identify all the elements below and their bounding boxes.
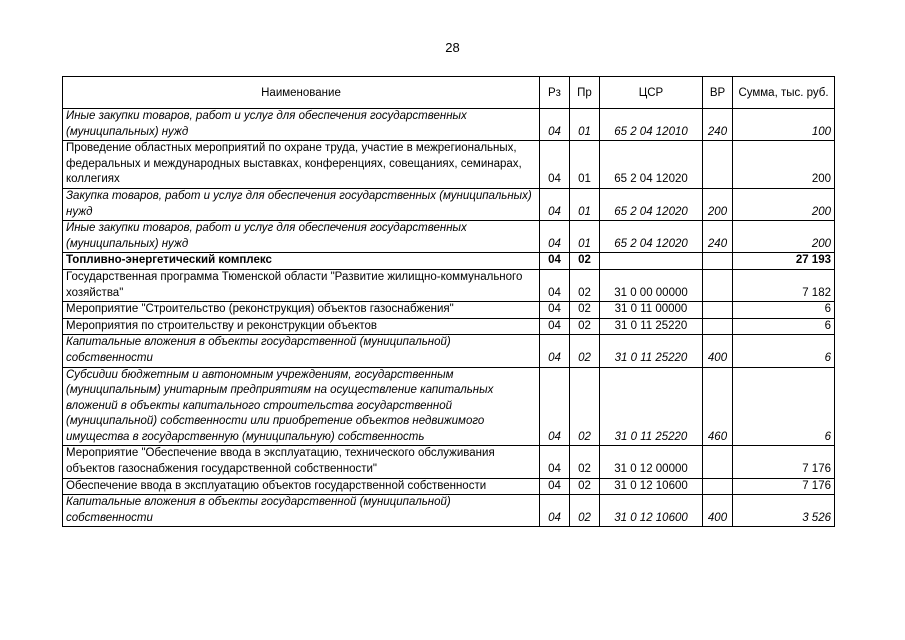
cell-sum: 7 182 xyxy=(733,269,835,301)
cell-sum: 7 176 xyxy=(733,478,835,495)
cell-vr xyxy=(703,269,733,301)
cell-sum: 7 176 xyxy=(733,446,835,478)
cell-csr: 65 2 04 12020 xyxy=(600,221,703,253)
cell-pr: 02 xyxy=(570,367,600,446)
cell-pr: 02 xyxy=(570,302,600,319)
cell-rz: 04 xyxy=(540,253,570,270)
cell-name: Закупка товаров, работ и услуг для обеспечения государственных (муниципальных) нужд xyxy=(63,188,540,220)
cell-rz: 04 xyxy=(540,446,570,478)
table-row xyxy=(63,188,835,220)
cell-sum: 200 xyxy=(733,188,835,220)
cell-name: Мероприятия по строительству и реконструкции объектов xyxy=(63,318,540,335)
cell-sum: 100 xyxy=(733,109,835,141)
table-row xyxy=(63,141,835,189)
table-row xyxy=(63,335,835,367)
table-row xyxy=(63,109,835,141)
cell-pr: 02 xyxy=(570,318,600,335)
header-sum: Сумма, тыс. руб. xyxy=(733,77,835,109)
cell-sum: 6 xyxy=(733,318,835,335)
cell-pr: 01 xyxy=(570,221,600,253)
cell-name: Иные закупки товаров, работ и услуг для обеспечения государственных (муниципальных) нужд xyxy=(63,109,540,141)
header-pr: Пр xyxy=(570,77,600,109)
cell-csr: 65 2 04 12020 xyxy=(600,188,703,220)
cell-csr: 31 0 12 10600 xyxy=(600,495,703,527)
cell-pr: 02 xyxy=(570,446,600,478)
cell-rz: 04 xyxy=(540,188,570,220)
table-row xyxy=(63,495,835,527)
table-row xyxy=(63,302,835,319)
cell-name: Государственная программа Тюменской области "Развитие жилищно-коммунального хозяйства" xyxy=(63,269,540,301)
cell-name: Субсидии бюджетным и автономным учреждениям, государственным (муниципальным) унитарным предприятиям на осуществление капитальных вложений в объекты капитального строительства государственной (муниципальной) собственности или приобретение объектов недвижимого имущества в государственную (муниципальную) собственность xyxy=(63,367,540,446)
cell-vr: 240 xyxy=(703,109,733,141)
cell-pr: 02 xyxy=(570,269,600,301)
cell-name: Капитальные вложения в объекты государственной (муниципальной) собственности xyxy=(63,335,540,367)
table-row xyxy=(63,221,835,253)
cell-vr: 200 xyxy=(703,188,733,220)
cell-pr: 02 xyxy=(570,495,600,527)
cell-csr: 31 0 11 00000 xyxy=(600,302,703,319)
cell-rz: 04 xyxy=(540,141,570,189)
cell-csr: 31 0 11 25220 xyxy=(600,367,703,446)
cell-rz: 04 xyxy=(540,302,570,319)
header-csr: ЦСР xyxy=(600,77,703,109)
cell-pr: 02 xyxy=(570,253,600,270)
table-row xyxy=(63,253,835,270)
cell-csr: 65 2 04 12010 xyxy=(600,109,703,141)
cell-csr: 31 0 11 25220 xyxy=(600,335,703,367)
cell-vr: 240 xyxy=(703,221,733,253)
cell-name: Иные закупки товаров, работ и услуг для обеспечения государственных (муниципальных) нужд xyxy=(63,221,540,253)
cell-sum: 6 xyxy=(733,335,835,367)
page-number: 28 xyxy=(445,40,460,55)
table-body xyxy=(63,109,835,527)
cell-csr xyxy=(600,253,703,270)
cell-rz: 04 xyxy=(540,269,570,301)
cell-rz: 04 xyxy=(540,109,570,141)
cell-vr: 400 xyxy=(703,335,733,367)
cell-sum: 200 xyxy=(733,221,835,253)
cell-name: Мероприятие "Строительство (реконструкция) объектов газоснабжения" xyxy=(63,302,540,319)
cell-name: Проведение областных мероприятий по охране труда, участие в межрегиональных, федеральных и международных выставках, конференциях, совещаниях, семинарах, коллегиях xyxy=(63,141,540,189)
cell-sum: 200 xyxy=(733,141,835,189)
table-row xyxy=(63,478,835,495)
cell-vr: 460 xyxy=(703,367,733,446)
cell-name: Топливно-энергетический комплекс xyxy=(63,253,540,270)
cell-rz: 04 xyxy=(540,478,570,495)
cell-vr xyxy=(703,302,733,319)
cell-vr xyxy=(703,253,733,270)
cell-sum: 3 526 xyxy=(733,495,835,527)
cell-sum: 27 193 xyxy=(733,253,835,270)
cell-sum: 6 xyxy=(733,302,835,319)
cell-csr: 65 2 04 12020 xyxy=(600,141,703,189)
cell-csr: 31 0 12 10600 xyxy=(600,478,703,495)
cell-rz: 04 xyxy=(540,318,570,335)
cell-name: Обеспечение ввода в эксплуатацию объектов государственной собственности xyxy=(63,478,540,495)
table-row xyxy=(63,446,835,478)
cell-pr: 01 xyxy=(570,188,600,220)
header-vr: ВР xyxy=(703,77,733,109)
cell-sum: 6 xyxy=(733,367,835,446)
cell-rz: 04 xyxy=(540,495,570,527)
header-rz: Рз xyxy=(540,77,570,109)
cell-pr: 02 xyxy=(570,335,600,367)
cell-pr: 01 xyxy=(570,109,600,141)
cell-csr: 31 0 12 00000 xyxy=(600,446,703,478)
table-header-row xyxy=(63,77,835,109)
cell-name: Капитальные вложения в объекты государственной (муниципальной) собственности xyxy=(63,495,540,527)
table-row xyxy=(63,318,835,335)
cell-vr xyxy=(703,478,733,495)
cell-pr: 02 xyxy=(570,478,600,495)
cell-rz: 04 xyxy=(540,367,570,446)
budget-table xyxy=(62,76,835,527)
cell-rz: 04 xyxy=(540,221,570,253)
cell-name: Мероприятие "Обеспечение ввода в эксплуатацию, технического обслуживания объектов газоснабжения государственной собственности" xyxy=(63,446,540,478)
cell-vr xyxy=(703,141,733,189)
cell-rz: 04 xyxy=(540,335,570,367)
cell-csr: 31 0 11 25220 xyxy=(600,318,703,335)
cell-vr xyxy=(703,446,733,478)
header-name: Наименование xyxy=(63,77,540,109)
cell-csr: 31 0 00 00000 xyxy=(600,269,703,301)
cell-vr: 400 xyxy=(703,495,733,527)
cell-vr xyxy=(703,318,733,335)
cell-pr: 01 xyxy=(570,141,600,189)
table-row xyxy=(63,367,835,446)
table-row xyxy=(63,269,835,301)
